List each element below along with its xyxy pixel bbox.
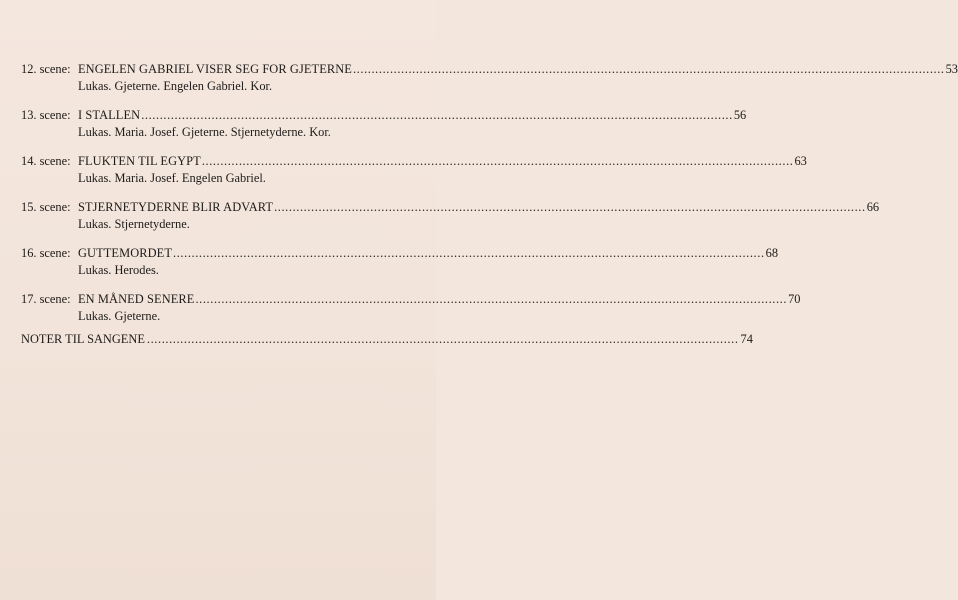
page-number: 70 [788,292,801,306]
scene-number: 17. scene: [21,292,71,306]
scene-number: 14. scene: [21,154,71,168]
scene-roles: Lukas. Herodes. [78,263,159,277]
toc-entry-scene-12 [21,62,958,108]
scene-roles: Lukas. Stjernetyderne. [78,217,190,231]
scene-number: 15. scene: [21,200,71,214]
toc-entry-scene-15 [21,200,880,246]
page-number: 74 [740,332,753,346]
scene-title: EN MÅNED SENERE [78,292,195,306]
notes-title: NOTER TIL SANGENE [21,332,145,346]
dot-leader: ................................................................................................................................................................ [352,62,945,76]
dot-leader: ................................................................................................................................................................ [195,292,788,306]
page-number: 63 [794,154,807,168]
scene-number: 13. scene: [21,108,71,122]
toc-entry-scene-14 [21,154,807,200]
scene-number: 16. scene: [21,246,71,260]
scene-roles: Lukas. Gjeterne. Engelen Gabriel. Kor. [78,79,273,93]
scene-title: ENGELEN GABRIEL VISER SEG FOR GJETERNE [78,62,352,76]
scene-title: I STALLEN [78,108,141,122]
toc-entry-scene-16 [21,246,779,292]
dot-leader: ................................................................................................................................................................ [201,154,794,168]
scene-roles: Lukas. Gjeterne. [78,309,161,323]
scene-title: GUTTEMORDET [78,246,173,260]
dot-leader: ................................................................................................................................................................ [173,246,765,260]
dot-leader: ................................................................................................................................................................ [141,108,733,122]
dot-leader: ................................................................................................................................................................ [274,200,866,214]
scene-roles: Lukas. Maria. Josef. Gjeterne. Stjernetyderne. Kor. [78,125,331,139]
scene-title: STJERNETYDERNE BLIR ADVART [78,200,274,214]
page-number: 56 [733,108,747,122]
scene-roles: Lukas. Maria. Josef. Engelen Gabriel. [78,171,266,185]
toc-entry-notes [21,332,753,347]
page-number: 53 [945,62,958,76]
toc-entry-scene-13 [21,108,747,154]
scene-number: 12. scene: [21,62,71,76]
dot-leader: ................................................................................................................................................................ [146,332,739,346]
page-number: 66 [866,200,880,214]
table-of-contents [21,62,958,338]
page-number: 68 [765,246,779,260]
scene-title: FLUKTEN TIL EGYPT [78,154,201,168]
